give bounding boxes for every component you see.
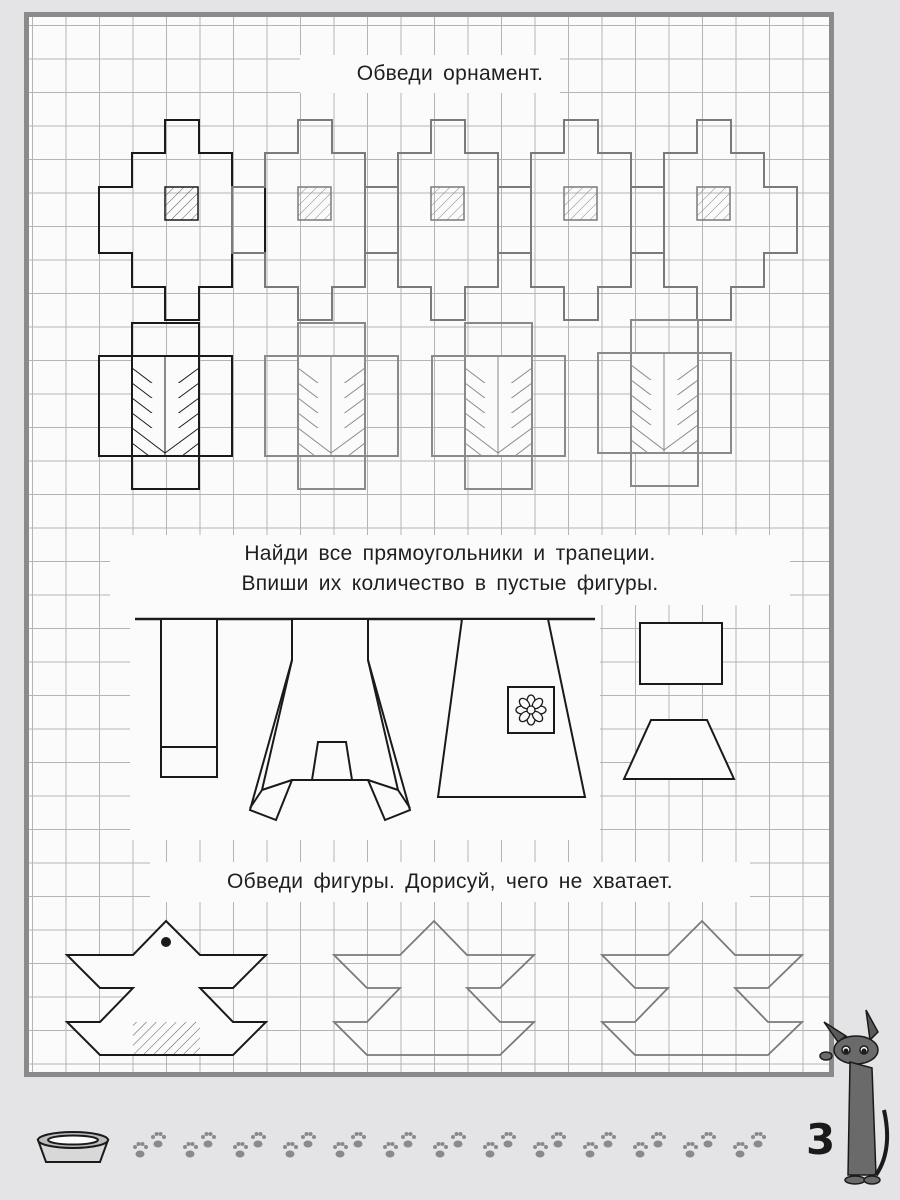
paw-print-icon (483, 1132, 516, 1158)
paw-print-icon (583, 1132, 616, 1158)
instruction-trace-ornament: Обведи орнамент. (356, 62, 544, 85)
ornament-bold (99, 120, 265, 320)
rect-ornament-bold (99, 323, 232, 489)
tree-figure-light (334, 921, 802, 1055)
paw-print-icon (633, 1132, 666, 1158)
hanger-dot (161, 937, 171, 947)
paw-print-icon (533, 1132, 566, 1158)
paw-print-icon (133, 1132, 166, 1158)
paw-print-icon (283, 1132, 316, 1158)
paw-print-icon (383, 1132, 416, 1158)
paw-print-icon (733, 1132, 766, 1158)
paw-print-icon (183, 1132, 216, 1158)
answer-rectangle[interactable] (640, 623, 722, 684)
instruction-write-count: Впиши их количество в пустые фигуры. (241, 572, 659, 595)
answer-trapezoid[interactable] (624, 720, 734, 779)
paw-print-icon (333, 1132, 366, 1158)
flower-icon (516, 695, 546, 725)
tree-figure-bold (67, 921, 266, 1055)
pet-bowl-icon (38, 1132, 108, 1162)
paw-print-row (133, 1132, 766, 1158)
paw-print-icon (683, 1132, 716, 1158)
paw-print-icon (233, 1132, 266, 1158)
page-number: 3 (806, 1115, 836, 1164)
paw-print-icon (433, 1132, 466, 1158)
ornament-light (232, 120, 797, 320)
instruction-find-shapes: Найди все прямоугольники и трапеции. (244, 542, 656, 565)
rect-ornament-light (265, 320, 731, 489)
instruction-trace-figures: Обведи фигуры. Дорисуй, чего не хватает. (227, 870, 673, 893)
scarf-shape (161, 619, 217, 777)
